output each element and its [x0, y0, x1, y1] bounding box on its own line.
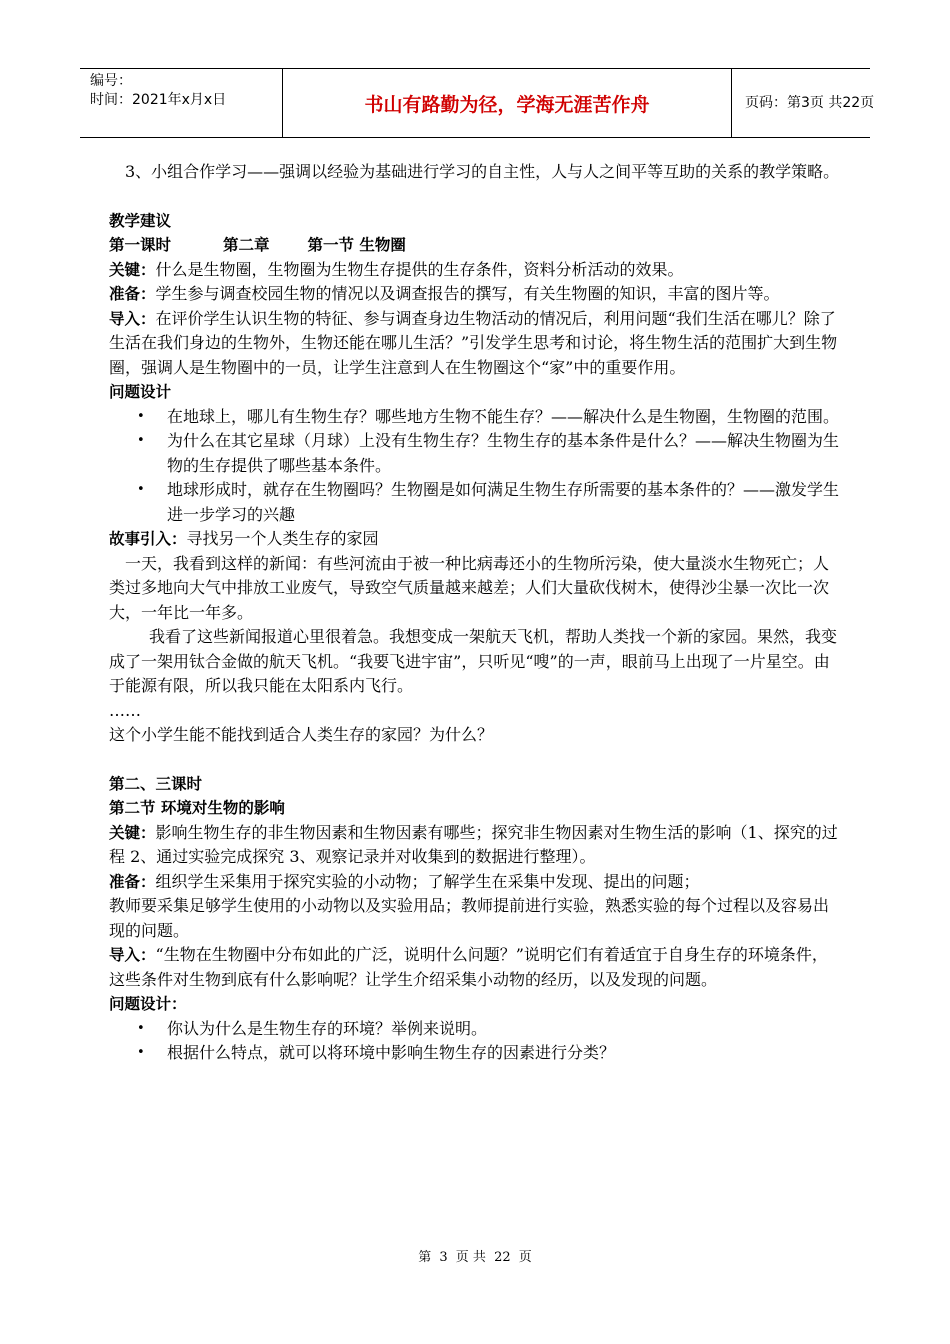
- header-center-cell: [282, 69, 732, 137]
- lesson23-period: 第二、三课时: [109, 774, 203, 793]
- bullet-icon: •: [137, 482, 145, 497]
- question-design-heading-2: 问题设计：: [109, 995, 187, 1013]
- story-paragraph-2: 我看了这些新闻报道心里很着急。我想变成一架航天飞机，帮助人类找一个新的家园。果然，我变成了一架用钛合金做的航天飞机。“我要飞进宇宙”，只听见“嗖”的一声，眼前马上出现了一片星空。由于能源有限，所以我只能在太阳系内飞行。: [109, 627, 838, 695]
- key-label: 关键：: [109, 823, 156, 842]
- lesson1-prep: [109, 282, 841, 307]
- story-title: 寻找另一个人类生存的家园: [186, 529, 379, 548]
- question-text: 根据什么特点，就可以将环境中影响生物生存的因素进行分类？: [167, 1043, 616, 1062]
- key-text: 影响生物生存的非生物因素和生物因素有哪些；探究非生物因素对生物生活的影响（1、探究的过程 2、通过实验完成探究 3、观察记录并对收集到的数据进行整理）。: [109, 822, 838, 866]
- intro-label: 导入：: [109, 946, 156, 964]
- header-right-cell: [732, 69, 875, 137]
- header-page-info: 页码：第3页 共22页: [745, 95, 875, 111]
- key-text: 什么是生物圈，生物圈为生物生存提供的生存条件，资料分析活动的效果。: [155, 259, 684, 279]
- page-footer: [0, 1246, 950, 1265]
- number-label: 编号：: [90, 73, 132, 89]
- page-header: [80, 68, 875, 138]
- bullet-icon: •: [137, 1020, 145, 1036]
- story-question: 这个小学生能不能找到适合人类生存的家园？为什么？: [109, 725, 494, 744]
- prep-label: 准备：: [109, 285, 156, 303]
- question-text: 在地球上，哪儿有生物生存？哪些地方生物不能生存？——解决什么是生物圈，生物圈的范围。: [167, 406, 840, 426]
- lesson1-section: 第一节 生物圈: [307, 236, 406, 254]
- intro-label: 导入：: [109, 309, 156, 328]
- list-item: [109, 1017, 841, 1042]
- lesson1-intro: [109, 307, 841, 381]
- lesson23-section: 第二节 环境对生物的影响: [109, 799, 285, 817]
- footer-page-current: 3: [439, 1250, 448, 1265]
- question-design-heading: 问题设计: [109, 383, 172, 401]
- bullet-icon: •: [137, 1045, 145, 1060]
- bullet-icon: •: [137, 408, 145, 424]
- footer-page-label-pre: 第: [418, 1250, 432, 1265]
- document-body: [109, 160, 841, 1066]
- header-motto: 书山有路勤为径，学海无涯苦作舟: [364, 94, 650, 116]
- footer-page-label-post: 页: [518, 1250, 532, 1265]
- intro-text: 在评价学生认识生物的特征、参与调查身边生物活动的情况后，利用问题“我们生活在哪儿？除了生活在我们身边的生物外，生物还能在哪儿生活？”引发学生思考和讨论，将生物生活的范围扩大到生物圈，强调人是生物圈中的一员，让学生注意到人在生物圈这个“家”中的重要作用。: [109, 308, 838, 377]
- story-heading: [109, 527, 841, 552]
- list-item: [109, 1041, 841, 1066]
- footer-page-total: 22: [494, 1250, 511, 1265]
- story-paragraph-1: 一天，我看到这样的新闻：有些河流由于被一种比病毒还小的生物所污染，使大量淡水生物死亡；人类过多地向大气中排放工业废气，导致空气质量越来越差；人们大量砍伐树木，使得沙尘暴一次比一次大，一年比一年多。: [109, 553, 830, 622]
- key-label: 关键：: [109, 260, 156, 279]
- question-text: 为什么在其它星球（月球）上没有生物生存？生物生存的基本条件是什么？——解决生物圈为生物的生存提供了哪些基本条件。: [167, 431, 840, 475]
- intro-text: “生物在生物圈中分布如此的广泛，说明什么问题？”说明它们有着适宜于自身生存的环境条件，这些条件对生物到底有什么影响呢？让学生介绍采集小动物的经历，以及发现的问题。: [109, 945, 828, 989]
- lesson1-heading: [109, 233, 841, 258]
- lesson23-question-list: [109, 1017, 841, 1066]
- lesson23-prep-2: 教师要采集足够学生使用的小动物以及实验用品；教师提前进行实验，熟悉实验的每个过程以及容易出现的问题。: [109, 896, 830, 940]
- lesson23-prep: [109, 870, 841, 895]
- list-item: [109, 429, 841, 478]
- time-label: 时间：2021年x月x日: [90, 92, 227, 108]
- lesson1-period: 第一课时: [109, 236, 172, 254]
- question-text: 地球形成时，就存在生物圈吗？生物圈是如何满足生物生存所需要的基本条件的？——激发学生进一步学习的兴趣: [167, 480, 840, 524]
- header-left-cell: [80, 69, 282, 137]
- prep-text: 组织学生采集用于探究实验的小动物；了解学生在采集中发现、提出的问题；: [155, 871, 700, 891]
- lesson1-chapter: 第二章: [223, 236, 270, 254]
- list-item: [109, 478, 841, 527]
- bullet-icon: •: [137, 433, 145, 448]
- footer-page-label-mid: 页 共: [455, 1250, 486, 1265]
- lesson23-key: [109, 821, 841, 870]
- prep-label: 准备：: [109, 872, 156, 891]
- story-label: 故事引入：: [109, 530, 187, 548]
- lesson1-key: [109, 258, 841, 283]
- story-ellipsis: ……: [109, 700, 141, 720]
- intro-paragraph: 3、小组合作学习——强调以经验为基础进行学习的自主性，人与人之间平等互助的关系的教学策略。: [125, 162, 840, 181]
- question-text: 你认为什么是生物生存的环境？举例来说明。: [167, 1018, 488, 1038]
- lesson1-question-list: [109, 405, 841, 528]
- list-item: [109, 405, 841, 430]
- teaching-advice-heading: 教学建议: [109, 211, 172, 230]
- prep-text: 学生参与调查校园生物的情况以及调查报告的撰写，有关生物圈的知识，丰富的图片等。: [155, 284, 780, 303]
- lesson23-intro: [109, 943, 841, 992]
